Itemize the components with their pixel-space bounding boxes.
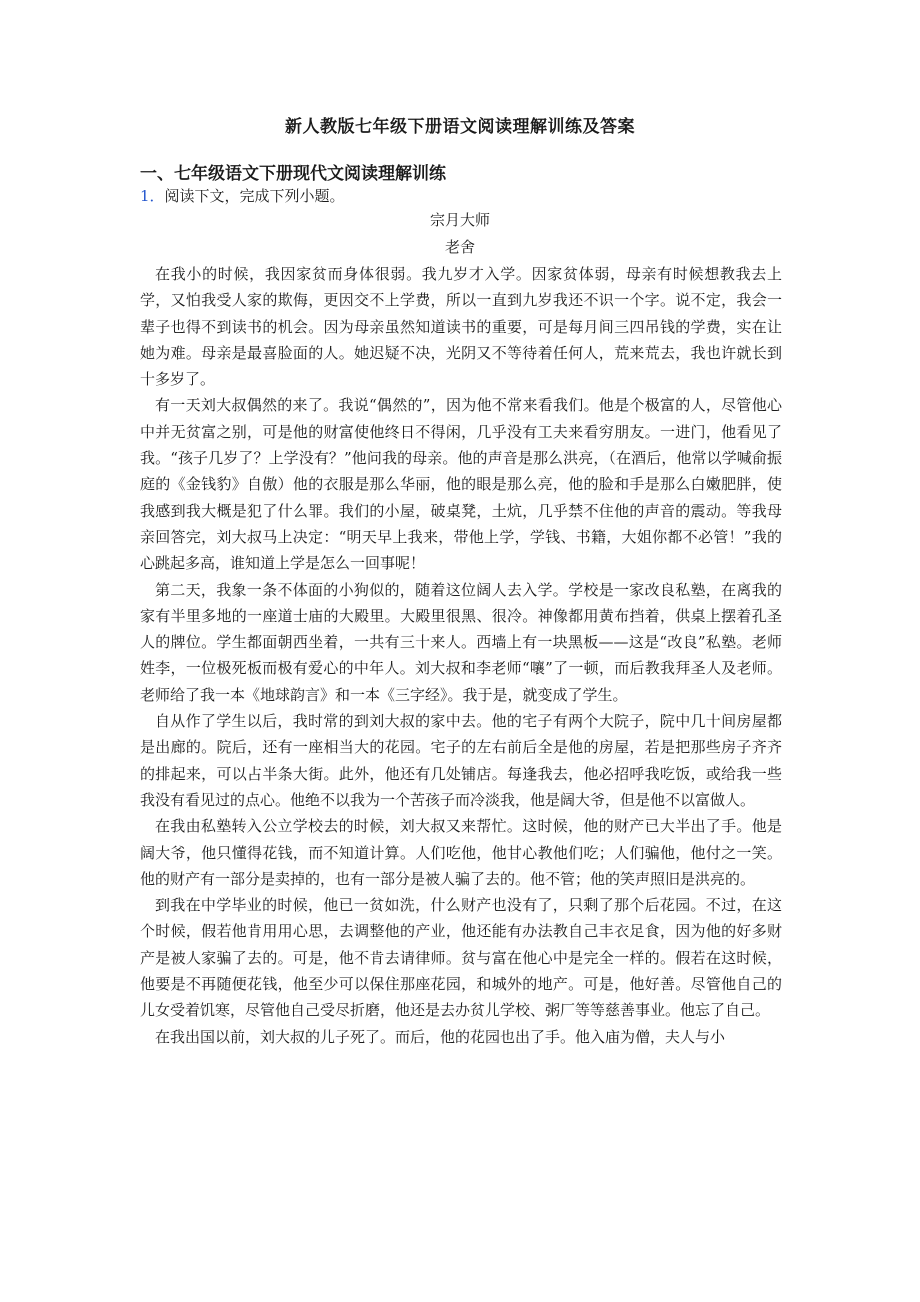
paragraph: 在我出国以前，刘大叔的儿子死了。而后，他的花园也出了手。他入庙为僧，夫人与小 [155,1027,726,1046]
article-author: 老舍 [444,238,475,256]
paragraph: 在我小的时候，我因家贫而身体很弱。我九岁才入学。因家贫体弱，母亲有时候想教我去上学，又怕我受人家的欺侮，更因交不上学费，所以一直到九岁我还不识一个字。说不定，我会一辈子也得不到读书的机会。因为母亲虽然知道读书的重要，可是每月间三四吊钱的学费，实在让她为难。母亲是最喜脸面的人。她迟疑不决，光阴又不等待着任何人，荒来荒去，我也许就长到十多岁了。 [140,265,782,389]
article-body [140,261,782,1050]
document-title: 新人教版七年级下册语文阅读理解训练及答案 [285,117,635,137]
question-prompt [140,185,345,206]
paragraph: 在我由私塾转入公立学校去的时候，刘大叔又来帮忙。这时候，他的财产已大半出了手。他是阔大爷，他只懂得花钱，而不知道计算。人们吃他，他甘心教他们吃；人们骗他，他付之一笑。他的财产有一部分是卖掉的，也有一部分是被人骗了去的。他不管；他的笑声照旧是洪亮的。 [140,817,782,888]
paragraph: 到我在中学毕业的时候，他已一贫如洗，什么财产也没有了，只剩了那个后花园。不过，在这个时候，假若他肯用用心思，去调整他的产业，他还能有办法教自己丰衣足食，因为他的好多财产是被人家骗了去的。可是，他不肯去请律师。贫与富在他心中是完全一样的。假若在这时候，他要是不再随便花钱，他至少可以保住那座花园，和城外的地产。可是，他好善。尽管他自己的儿女受着饥寒，尽管他自己受尽折磨，他还是去办贫儿学校、粥厂等等慈善事业。他忘了自己。 [140,896,782,1020]
section-heading: 一、七年级语文下册现代文阅读理解训练 [140,164,446,184]
paragraph: 有一天刘大叔偶然的来了。我说“偶然的”，因为他不常来看我们。他是个极富的人，尽管他心中并无贫富之别，可是他的财富使他终日不得闲，几乎没有工夫来看穷朋友。一进门，他看见了我。“孩子几岁了？上学没有？”他问我的母亲。他的声音是那么洪亮，（在酒后，他常以学喊俞振庭的《金钱豹》自傲）他的衣服是那么华丽，他的眼是那么亮，他的脸和手是那么白嫩肥胖，使我感到我大概是犯了什么罪。我们的小屋，破桌凳，土炕，几乎禁不住他的声音的震动。等我母亲回答完，刘大叔马上决定：“明天早上我来，带他上学，学钱、书籍，大姐你都不必管！”我的心跳起多高，谁知道上学是怎么一回事呢！ [140,396,782,573]
article-title: 宗月大师 [429,211,490,229]
question-instruction: 阅读下文，完成下列小题。 [164,187,345,205]
paragraph: 自从作了学生以后，我时常的到刘大叔的家中去。他的宅子有两个大院子，院中几十间房屋都是出廊的。院后，还有一座相当大的花园。宅子的左右前后全是他的房屋，若是把那些房子齐齐的排起来，可以占半条大街。此外，他还有几处铺店。每逢我去，他必招呼我吃饭，或给我一些我没有看见过的点心。他绝不以我为一个苦孩子而冷淡我，他是阔大爷，但是他不以富做人。 [140,712,782,809]
question-number: 1． [140,187,165,205]
paragraph: 第二天，我象一条不体面的小狗似的，随着这位阔人去入学。学校是一家改良私塾，在离我的家有半里多地的一座道士庙的大殿里。大殿里很黑、很冷。神像都用黄布挡着，供桌上摆着孔圣人的牌位。学生都面朝西坐着，一共有三十来人。西墙上有一块黑板——这是“改良”私塾。老师姓李，一位极死板而极有爱心的中年人。刘大叔和李老师“嚷”了一顿，而后教我拜圣人及老师。老师给了我一本《地球韵言》和一本《三字经》。我于是，就变成了学生。 [140,580,782,704]
